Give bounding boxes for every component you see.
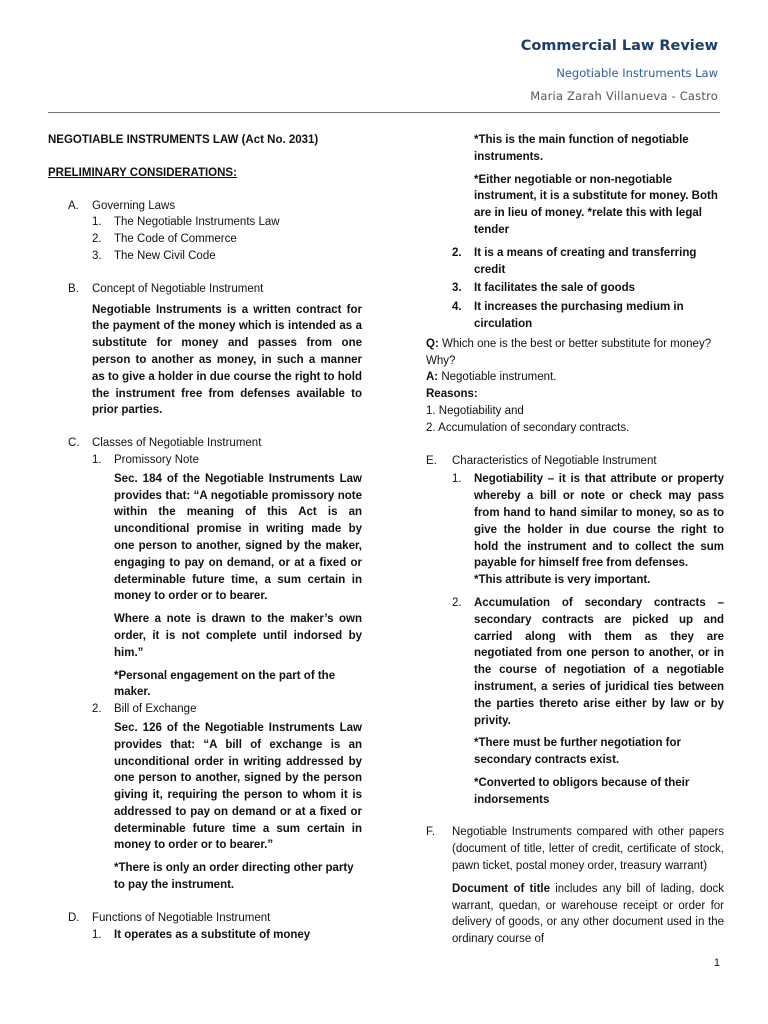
list-item xyxy=(426,595,724,729)
reason-item: 2. Accumulation of secondary contracts. xyxy=(426,421,630,434)
concept-paragraph xyxy=(48,302,362,420)
item-text: The Code of Commerce xyxy=(114,233,237,246)
question xyxy=(426,336,724,370)
item-number: 3. xyxy=(92,249,102,262)
item-body: – it is that attribute or property whereby a bill or note or check may pass from hand to hand similar to money, so as to give the holder in due course the right to hold the instrument and to collect the sum payable for himself free from defenses. xyxy=(474,473,724,570)
item-number: 1. xyxy=(92,216,102,229)
section-letter: D. xyxy=(68,911,80,924)
section-a-heading xyxy=(48,198,362,215)
section-title: Functions of Negotiable Instrument xyxy=(92,911,271,924)
list-item xyxy=(48,452,362,469)
item-text: Promissory Note xyxy=(114,453,199,466)
item-lead: Negotiability xyxy=(474,473,544,486)
list-item xyxy=(48,231,362,248)
section-letter: F. xyxy=(426,826,435,839)
section-letter: B. xyxy=(68,282,79,295)
answer-text: Negotiable instrument. xyxy=(438,371,557,384)
list-item xyxy=(48,701,362,718)
promissory-note-remark: *Personal engagement on the part of the maker. xyxy=(114,669,336,699)
section-title: Governing Laws xyxy=(92,199,176,212)
section-f-heading xyxy=(426,824,724,874)
answer-label: A: xyxy=(426,371,439,384)
section-letter: C. xyxy=(68,437,80,450)
characteristic-remark: *Converted to obligors because of their indorsements xyxy=(474,776,690,806)
question-text: Which one is the best or better substitute for money? Why? xyxy=(426,337,712,367)
item-number: 2. xyxy=(92,703,102,716)
list-item xyxy=(426,471,724,572)
item-number: 2. xyxy=(452,596,462,609)
section-title: Concept of Negotiable Instrument xyxy=(92,282,264,295)
item-text: The Negotiable Instruments Law xyxy=(114,216,280,229)
header-subtitle: Negotiable Instruments Law xyxy=(556,66,718,80)
paragraph-body: includes any bill of lading, dock warrant, quedan, or warehouse receipt or order for delivery of goods, or any other document used in the ordinary course of xyxy=(452,882,724,946)
section-e-heading xyxy=(426,453,724,470)
section-c-heading xyxy=(48,435,362,452)
item-text: The New Civil Code xyxy=(114,249,216,262)
header-author: Maria Zarah Villanueva - Castro xyxy=(530,89,718,103)
section-title: Negotiable Instruments compared with other papers (document of title, letter of credit, certificate of stock, pawn ticket, postal money order, treasury warrant) xyxy=(452,826,724,873)
item-text: It operates as a substitute of money xyxy=(114,928,311,941)
header-title: Commercial Law Review xyxy=(520,38,718,54)
item-text: It increases the purchasing medium in circulation xyxy=(474,301,684,330)
characteristic-remark: *There must be further negotiation for secondary contracts exist. xyxy=(474,737,682,767)
left-column xyxy=(48,132,362,943)
list-item xyxy=(426,245,724,279)
promissory-note-quote: Sec. 184 of the Negotiable Instruments Law provides that: “A negotiable promissory note within the meaning of this Act is an unconditional promise in writing made by one person to another, signed by the maker, engaging to pay on demand, or at a fixed or determinable future time, a sum certain in money to order or to bearer. xyxy=(114,472,362,603)
paragraph-lead: Document of title xyxy=(452,882,550,895)
item-text xyxy=(474,471,724,572)
section-title: Classes of Negotiable Instrument xyxy=(92,437,262,450)
section-title: Characteristics of Negotiable Instrument xyxy=(452,454,657,467)
list-item xyxy=(426,280,724,297)
preliminary-heading: PRELIMINARY CONSIDERATIONS: xyxy=(48,166,237,179)
list-item xyxy=(48,248,362,265)
right-column xyxy=(426,132,724,948)
item-text xyxy=(474,595,724,729)
section-letter: A. xyxy=(68,199,79,212)
item-text: It facilitates the sale of goods xyxy=(474,282,636,295)
item-lead: Accumulation of secondary contracts xyxy=(474,596,706,609)
item-number: 1. xyxy=(92,928,102,941)
header-rule xyxy=(48,112,720,113)
page-number: 1 xyxy=(713,957,720,969)
document-title: NEGOTIABLE INSTRUMENTS LAW (Act No. 2031) xyxy=(48,134,319,146)
section-b-heading xyxy=(48,281,362,298)
item-text: It is a means of creating and transferring credit xyxy=(474,246,697,276)
list-item xyxy=(426,299,724,333)
concept-body: is a written contract for the payment of the money which is intended as a substitute for money and passes from one person to another as money, in such a manner as to give a holder in due course the right to hold the instrument free from defenses available to prior parties. xyxy=(92,303,362,417)
bill-of-exchange-remark: *There is only an order directing other party to pay the instrument. xyxy=(114,862,354,892)
section-letter: E. xyxy=(426,454,437,467)
item-body: – secondary contracts are picked up and carried along with them as they are negotiated from one person to another, or in the course of negotiation of a negotiable instrument, a series of juridical ties between the parties thereto arise either by law or by privity. xyxy=(474,596,724,727)
list-item xyxy=(48,214,362,231)
item-number: 3. xyxy=(452,282,462,295)
item-number: 4. xyxy=(452,301,462,314)
concept-lead: Negotiable Instruments xyxy=(92,303,222,316)
item-number: 1. xyxy=(452,473,462,486)
reasons-label: Reasons: xyxy=(426,388,478,401)
item-number: 2. xyxy=(452,246,462,259)
characteristic-remark: *This attribute is very important. xyxy=(474,574,651,587)
function-note: *This is the main function of negotiable instruments. xyxy=(474,134,689,163)
section-d-heading xyxy=(48,910,362,927)
promissory-note-quote-cont: Where a note is drawn to the maker’s own order, it is not complete until indorsed by him.” xyxy=(114,613,362,659)
function-note: *Either negotiable or non-negotiable instrument, it is a substitute for money. Both are in lieu of money. *relate this with legal tender xyxy=(474,173,718,236)
item-text: Bill of Exchange xyxy=(114,703,197,716)
list-item xyxy=(48,927,362,944)
item-number: 2. xyxy=(92,233,102,246)
bill-of-exchange-quote: Sec. 126 of the Negotiable Instruments Law provides that: “A bill of exchange is an unconditional order in writing addressed by one person to another, signed by the person giving it, requiring the person to whom it is addressed to pay on demand or at a fixed or determinable future time a sum certain in money to order or to bearer.” xyxy=(114,721,362,852)
document-of-title-paragraph xyxy=(426,881,724,948)
item-number: 1. xyxy=(92,453,102,466)
answer xyxy=(426,369,724,386)
question-label: Q: xyxy=(426,337,439,350)
reason-item: 1. Negotiability and xyxy=(426,404,524,417)
